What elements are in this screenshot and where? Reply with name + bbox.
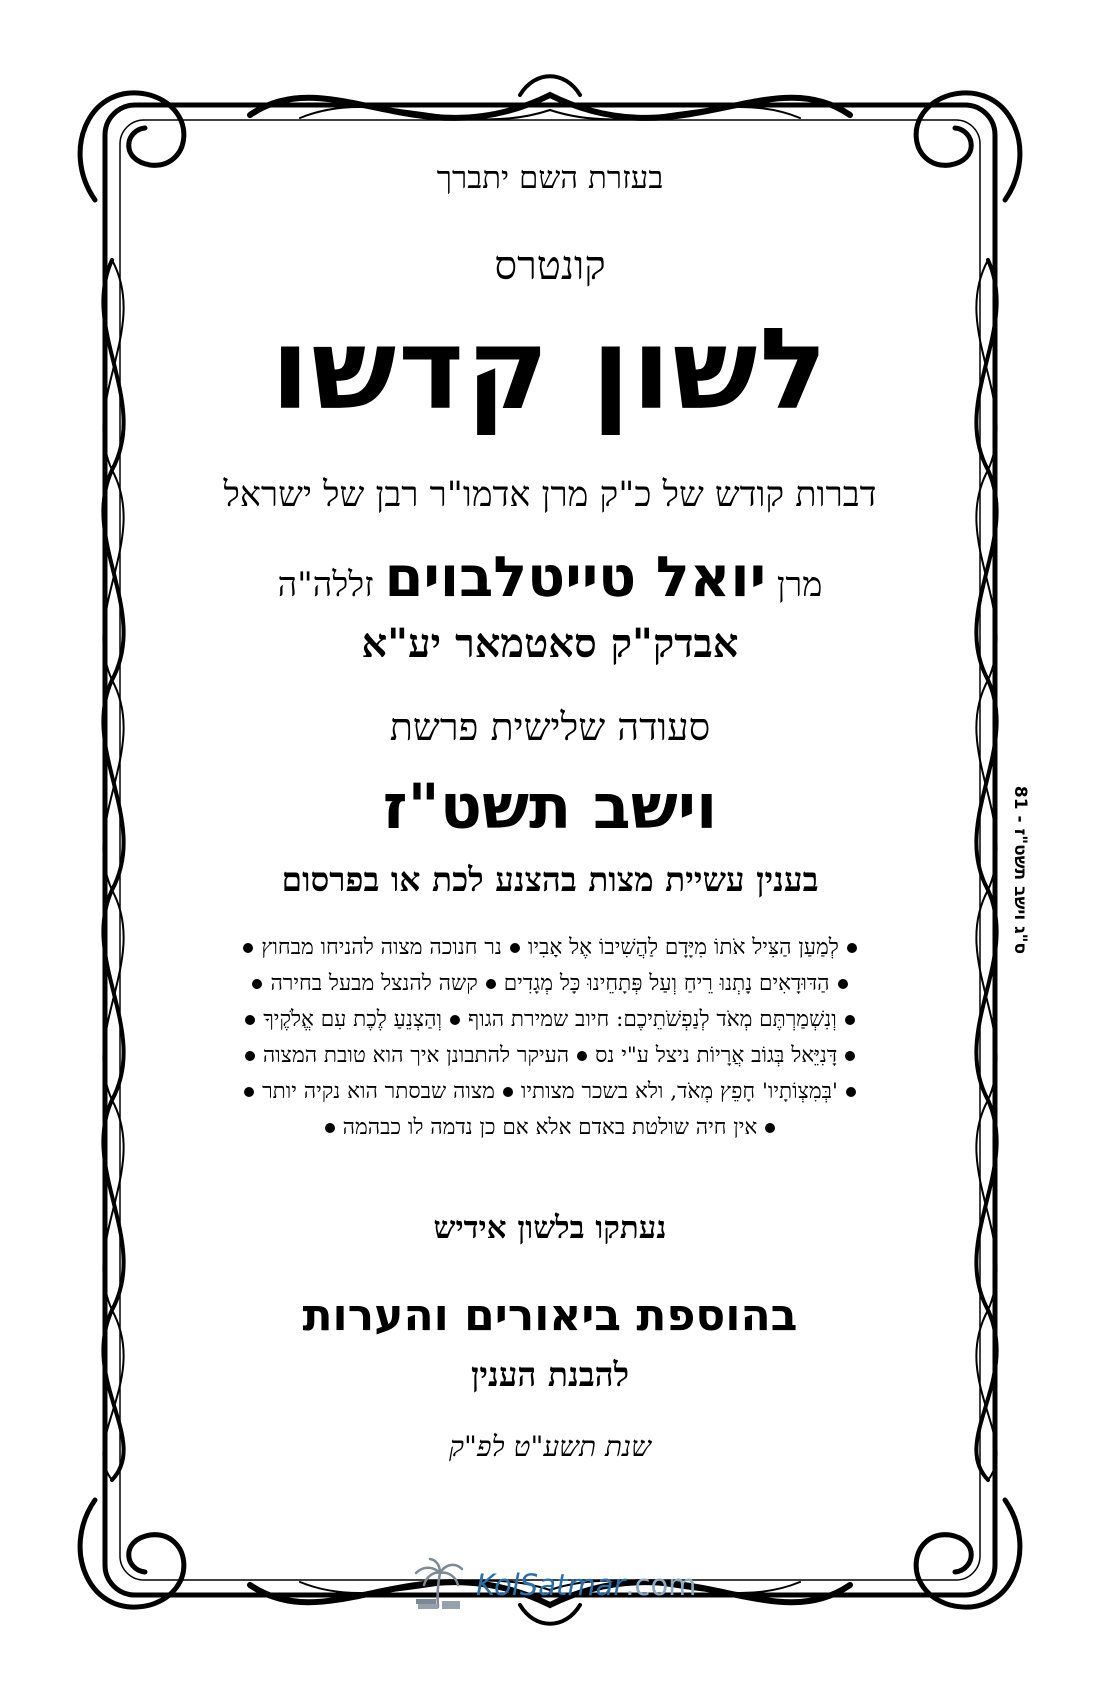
bullet-icon [245, 1015, 255, 1025]
translated-line: נעתקו בלשון אידיש [433, 1210, 667, 1246]
bullet-icon [765, 1123, 775, 1133]
year-line: שנת תשע"ט לפ"ק [449, 1430, 651, 1463]
list-item: הַדּוּדָאִים נָתְנוּ רֵיחַ וְעַל פְּתָחֵינוּ כָּל מְגָדִיםקשה להנצל מבעל בחירה [170, 966, 930, 1002]
blessing-heading: בעזרת השם יתברך [436, 160, 664, 196]
bullet-icon [838, 979, 848, 989]
bullet-icon [243, 943, 253, 953]
addition-title: בהוספת ביאורים והערות [302, 1290, 798, 1341]
list-item: דָּנִיֵּאל בְּגוֹב אֲרָיוֹת ניצל ע"י נסהעיקר להתבונן איך הוא טובת המצוה [170, 1038, 930, 1074]
parsha-title: וישב תשט"ז [382, 770, 718, 843]
list-item: וְנִשְׁמַרְתֶּם מְאֹד לְנַפְשֹׁתֵיכֶם: חיוב שמירת הגוףוְהַצְנֵעַ לֶכֶת עִם אֱלֹקֶיךָ [170, 1002, 930, 1038]
bullet-icon [845, 1015, 855, 1025]
bullet-icon [252, 979, 262, 989]
understanding-line: להבנת הענין [470, 1355, 630, 1394]
rebbe-prefix: מרן [776, 565, 823, 605]
list-item: 'בְּמִצְוֹתָיו' חָפֵץ מְאֹד, ולא בשכר מצותיומצוה שבסתר הוא נקיה יותר [170, 1074, 930, 1110]
kuntres-label: קונטרס [494, 243, 606, 289]
bullet-icon [847, 943, 857, 953]
list-item: אין חיה שולטת באדם אלא אם כן נדמה לו כבהמה [170, 1110, 930, 1146]
bullet-icon [846, 1087, 856, 1097]
palm-tree-books-icon [410, 1557, 466, 1613]
subject-line: בענין עשיית מצות בהצנע לכת או בפרסום [281, 860, 819, 899]
avdak-line: אבדק"ק סאטמאר יע"א [361, 620, 739, 667]
list-item: לְמַעַן הַצִּיל אֹתוֹ מִיָּדָם לַהֲשִׁיבוֹ אֶל אָבִיונר חנוכה מצוה להניחו מבחוץ [170, 930, 930, 966]
footer-brand[interactable] [410, 1555, 696, 1615]
bullet-icon [245, 1051, 255, 1061]
rebbe-name-line [150, 545, 950, 610]
bullet-icon [577, 1051, 587, 1061]
footer-link[interactable]: KolSatmar.com [476, 1568, 697, 1602]
bullet-icon [450, 1015, 460, 1025]
bullet-icon [244, 1087, 254, 1097]
title-page [150, 130, 950, 1520]
main-title: לשון קדשו [270, 305, 830, 435]
rebbe-suffix: זללה"ה [277, 565, 374, 605]
seuda-line: סעודה שלישית פרשת [389, 705, 711, 749]
bullet-icon [503, 1087, 513, 1097]
bullet-icon [510, 943, 520, 953]
bullet-icon [325, 1123, 335, 1133]
bullet-icon [845, 1051, 855, 1061]
divrei-kodesh-line: דברות קודש של כ"ק מרן אדמו"ר רבן של ישראל [223, 475, 877, 515]
side-page-note: ס"ג וישב תשט"ז - 81 [1010, 785, 1030, 955]
rebbe-name: יואל טייטלבוים [384, 545, 767, 610]
topics-list [170, 930, 930, 1146]
bullet-icon [486, 979, 496, 989]
